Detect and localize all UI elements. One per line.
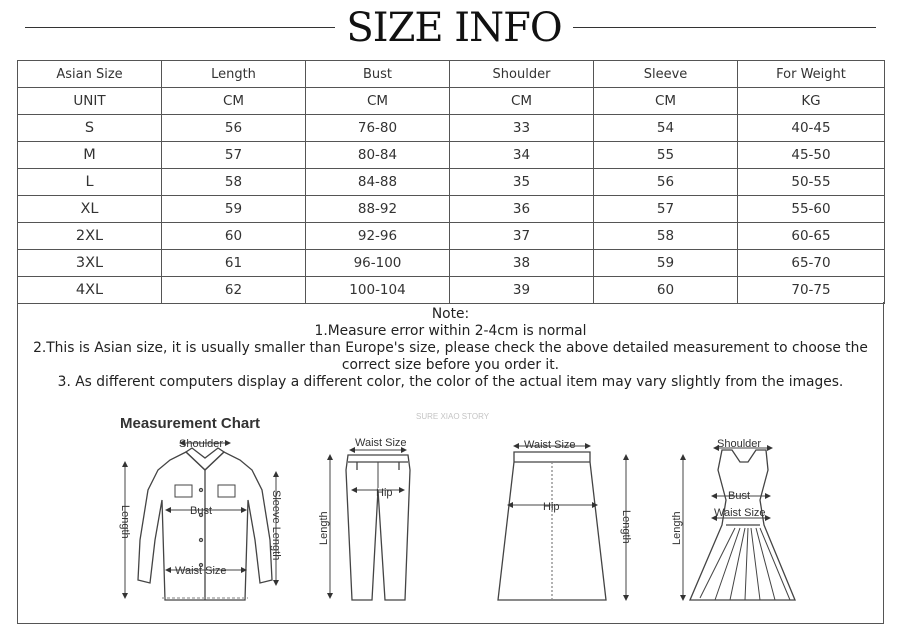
page-title: SIZE INFO (346, 5, 562, 51)
shirt-shoulder-label: Shoulder (179, 438, 224, 450)
table-cell: Length (162, 61, 306, 88)
table-cell: 70-75 (738, 277, 885, 304)
table-cell: CM (162, 88, 306, 115)
dress-shoulder-label: Shoulder (717, 438, 762, 450)
table-cell: 39 (450, 277, 594, 304)
table-cell: 37 (450, 223, 594, 250)
table-cell: 96-100 (306, 250, 450, 277)
table-cell: 62 (162, 277, 306, 304)
table-cell: Asian Size (18, 61, 162, 88)
table-cell: S (18, 115, 162, 142)
dress-bust-label: Bust (728, 490, 751, 502)
table-cell: 38 (450, 250, 594, 277)
table-cell: CM (594, 88, 738, 115)
table-cell: CM (306, 88, 450, 115)
table-cell: 33 (450, 115, 594, 142)
table-cell: 60 (594, 277, 738, 304)
table-cell: 34 (450, 142, 594, 169)
table-cell: 4XL (18, 277, 162, 304)
table-cell: 60 (162, 223, 306, 250)
table-cell: M (18, 142, 162, 169)
table-cell: CM (450, 88, 594, 115)
table-cell: 65-70 (738, 250, 885, 277)
table-cell: 40-45 (738, 115, 885, 142)
table-cell: 80-84 (306, 142, 450, 169)
table-cell: 88-92 (306, 196, 450, 223)
pants-waist-label: Waist Size (355, 437, 407, 449)
table-cell: 58 (594, 223, 738, 250)
table-cell: 57 (594, 196, 738, 223)
shirt-bust-label: Bust (190, 505, 213, 517)
table-cell: 59 (162, 196, 306, 223)
skirt-waist-label: Waist Size (524, 439, 576, 451)
table-cell: 57 (162, 142, 306, 169)
shirt-sleeve-label: Sleeve Length (270, 490, 282, 561)
shirt-waist-label: Waist Size (175, 565, 227, 577)
table-cell: 84-88 (306, 169, 450, 196)
table-cell: L (18, 169, 162, 196)
table-cell: XL (18, 196, 162, 223)
table-cell: Bust (306, 61, 450, 88)
table-cell: 59 (594, 250, 738, 277)
table-cell: For Weight (738, 61, 885, 88)
table-cell: 92-96 (306, 223, 450, 250)
note-line-3: 3. As different computers display a different color, the color of the actual item may vary slightly from the images. (57, 374, 844, 390)
measurement-chart-title: Measurement Chart (120, 415, 261, 432)
table-cell: 3XL (18, 250, 162, 277)
skirt-illustration (498, 446, 626, 600)
table-cell: 60-65 (738, 223, 885, 250)
table-cell: 76-80 (306, 115, 450, 142)
skirt-length-label: Length (620, 510, 632, 544)
table-cell: 58 (162, 169, 306, 196)
table-cell: 100-104 (306, 277, 450, 304)
pants-length-label: Length (318, 511, 330, 545)
table-cell: 36 (450, 196, 594, 223)
table-cell: 54 (594, 115, 738, 142)
watermark: SURE XIAO STORY (416, 412, 490, 421)
dress-illustration (683, 448, 795, 600)
pants-illustration (330, 450, 410, 600)
table-cell: Shoulder (450, 61, 594, 88)
table-cell: 56 (162, 115, 306, 142)
note-heading: Note: (431, 306, 470, 322)
shirt-length-label: Length (119, 505, 131, 539)
table-cell: 61 (162, 250, 306, 277)
pants-hip-label: Hip (376, 487, 393, 499)
note-line-1: 1.Measure error within 2-4cm is normal (314, 323, 587, 339)
table-cell: Sleeve (594, 61, 738, 88)
table-cell: 55-60 (738, 196, 885, 223)
table-cell: 50-55 (738, 169, 885, 196)
table-cell: KG (738, 88, 885, 115)
table-cell: 56 (594, 169, 738, 196)
skirt-hip-label: Hip (543, 501, 560, 513)
table-cell: 45-50 (738, 142, 885, 169)
table-cell: 55 (594, 142, 738, 169)
table-cell: UNIT (18, 88, 162, 115)
note-line-2: 2.This is Asian size, it is usually smaller than Europe's size, please check the above detailed measurement to choose the correct size before you order it. (33, 340, 868, 373)
dress-length-label: Length (671, 511, 683, 545)
table-cell: 35 (450, 169, 594, 196)
table-cell: 2XL (18, 223, 162, 250)
dress-waist-label: Waist Size (714, 507, 766, 519)
